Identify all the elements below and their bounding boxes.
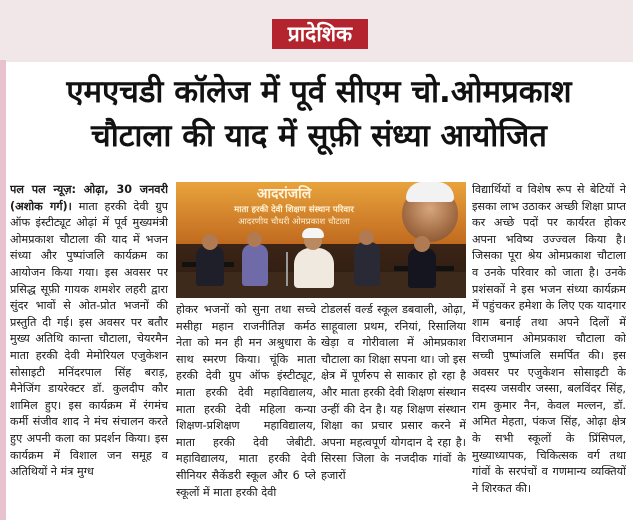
portrait-turban (406, 182, 454, 202)
banner-line-2: आदरणीय चौधरी ओमप्रकाश चौटाला (238, 217, 350, 227)
headline-line-1: एमएचडी कॉलेज में पूर्व सीएम चो.ओमप्रकाश (66, 74, 572, 110)
event-photo (176, 182, 466, 298)
musician-1-head (202, 234, 218, 250)
musician-3 (354, 242, 380, 286)
mic-stand (286, 252, 288, 286)
musician-1 (196, 246, 224, 286)
musician-3-head (359, 230, 374, 245)
musician-4-head (414, 236, 430, 252)
article-column-3: टोडलर्स वर्ल्ड स्कूल डबवाली, ओढ़ा, साहूवाला प्रथम, रनियां, रिसालिया खेड़ा व गोरीवाला में ओमप्रकाश चौटाला का शिक्षा सपना था। जो इस क्षेत्र में पूर्णरुप से साकार हो रहा है और माता हरकी देवी शिक्षण संस्थान उन्हीं की देन है। यह शिक्षण संस्थान शिक्षा का प्रचार प्रसार करने में अपना महत्वपूर्ण योगदान दे रहा है। सिरसा जिला के नजदीक गांवों के हजारों (321, 303, 466, 482)
headline (14, 70, 624, 158)
singer-turban (302, 228, 324, 238)
dateline: पल पल न्यूज़: ओढ़ा, 30 जनवरी (अशोक गर्ग)। (10, 183, 168, 213)
musician-4 (408, 248, 436, 288)
headline-line-2: चौटाला की याद में सूफ़ी संध्या आयोजित (91, 118, 547, 154)
banner-title: आदरांजलि (256, 186, 312, 202)
article-column-4: विद्यार्थियों व विशेष रूप से बेटियों ने इसका लाभ उठाकर अच्छी शिक्षा प्राप्त कर अच्छे पदों पर कार्यरत होकर अपना भविष्य उज्ज्वल किया है। जिसका पूरा श्रेय ओमप्रकाश चौटाला व उनके परिवार को जाता है। उनके प्रशंसकों ने इस भजन संध्या कार्यक्रम में पहुंचकर हमेशा के लिए एक यादगार शाम बनाई तथा अपने दिलों में विराजमान ओमप्रकाश चौटाला को सच्ची पुष्पांजलि समर्पित की। इस अवसर पर एजुकेशन सोसाइटी के सदस्य जसवीर जस्सा, बलविंदर सिंह, राम कुमार नैन, केवल मल्लन, डॉ. अमित मेहता, पंकज सिंह, ओढ़ा क्षेत्र के सभी स्कूलों के प्रिंसिपल, मुख्याध्यापक, चिकित्सक वर्ग तथा गांवों के सरपंचों व गणमान्य व्यक्तियों ने शिरकत की। (472, 183, 626, 495)
article-column-2: होकर भजनों को सुना तथा सच्चे मसीहा महान राजनीतिज्ञ कर्मठ नेता को मन ही मन अश्रुधारा के साथ स्मरण किया। चूंकि माता हरकी देवी ग्रुप ऑफ इंस्टीट्यूट, माता हरकी देवी महाविद्यालय, माता हरकी देवी महिला कन्या शिक्षण-प्रशिक्षण महाविद्यालय, माता हरकी देवी जेबीटी. महाविद्यालय, माता हरकी देवी सीनियर सैकेंडरी स्कूल और 6 प्ले स्कूलों में माता हरकी देवी (176, 303, 316, 499)
banner-line-1: माता हरकी देवी शिक्षण संस्थान परिवार (234, 205, 354, 215)
column-1-text: माता हरकी देवी ग्रुप ऑफ इंस्टीट्यूट ओढ़ां में पूर्व मुख्यमंत्री ओमप्रकाश चौटाला की याद में भजन संध्या और पुष्पांजलि कार्यक्रम का आयोजन किया गया। इस अवसर पर प्रसिद्ध सूफ़ी गायक शमशेर लहरी द्वारा सुंदर भावों से ओत-प्रोत भजनों की प्रस्तुति दी गई। इस अवसर पर बतौर मुख्य अतिथि कान्ता चौटाला, चेयरमैन माता हरकी देवी मेमोरियल एजुकेशन सोसाइटी मनिंदरपाल सिंह बराड़, मैनेजिंग डायरेक्टर डॉ. कुलदीप कौर शामिल हुए। इस कार्यक्रम में रंगमंच कर्मी संजीव शाद ने मंच संचालन करते हुए अपनी कला का प्रदर्शन किया। इस कार्यक्रम में विशाल जन समूह व अतिथियों ने मंत्र मुग्ध (10, 199, 168, 479)
section-label: प्रादेशिक (272, 19, 368, 49)
article-column-1 (10, 182, 168, 518)
musician-2-head (247, 232, 262, 247)
singer (294, 248, 334, 288)
musician-2 (242, 244, 268, 286)
left-margin-rule (0, 60, 6, 520)
